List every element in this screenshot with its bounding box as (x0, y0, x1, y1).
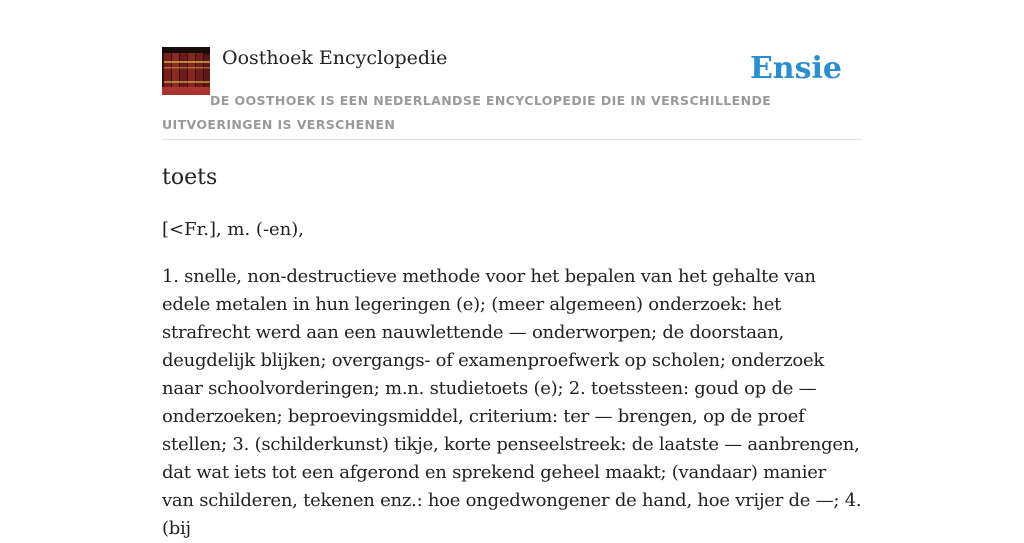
site-tagline: DE OOSTHOEK IS EEN NEDERLANDSE ENCYCLOPEDIE DIE IN VERSCHILLENDE UITVOERINGEN IS VERSCHENEN (162, 93, 772, 132)
entry-title: toets (162, 165, 218, 190)
site-title[interactable]: Oosthoek Encyclopedie (222, 47, 448, 69)
entry-etymology: [<Fr.], m. (-en), (162, 219, 305, 240)
entry-definition: 1. snelle, non-destructieve methode voor het bepalen van het gehalte van edele metalen in hun legeringen (e); (meer algemeen) onderzoek: het strafrecht werd aan een nauwlettende — onderworpen; de doorstaan, deugdelijk blijken; overgangs- of examenproefwerk op scholen; onderzoek naar schoolvorderingen; m.n. studietoets (e); 2. toetssteen: goud op de — onderzoeken; beproevingsmiddel, criterium: ter — brengen, op de proef stellen; 3. (schilderkunst) tikje, korte penseelstreek: de laatste — aanbrengen, dat wat iets tot een afgerond en sprekend geheel maakt; (vandaar) manier van schilderen, tekenen enz.: hoe ongedwongener de hand, hoe vrijer de —; 4. (bij (162, 266, 862, 539)
content-container (162, 0, 862, 539)
encyclopedia-books-icon[interactable] (162, 47, 210, 95)
ensie-logo-link[interactable]: Ensie (749, 51, 842, 86)
site-header (162, 0, 862, 140)
